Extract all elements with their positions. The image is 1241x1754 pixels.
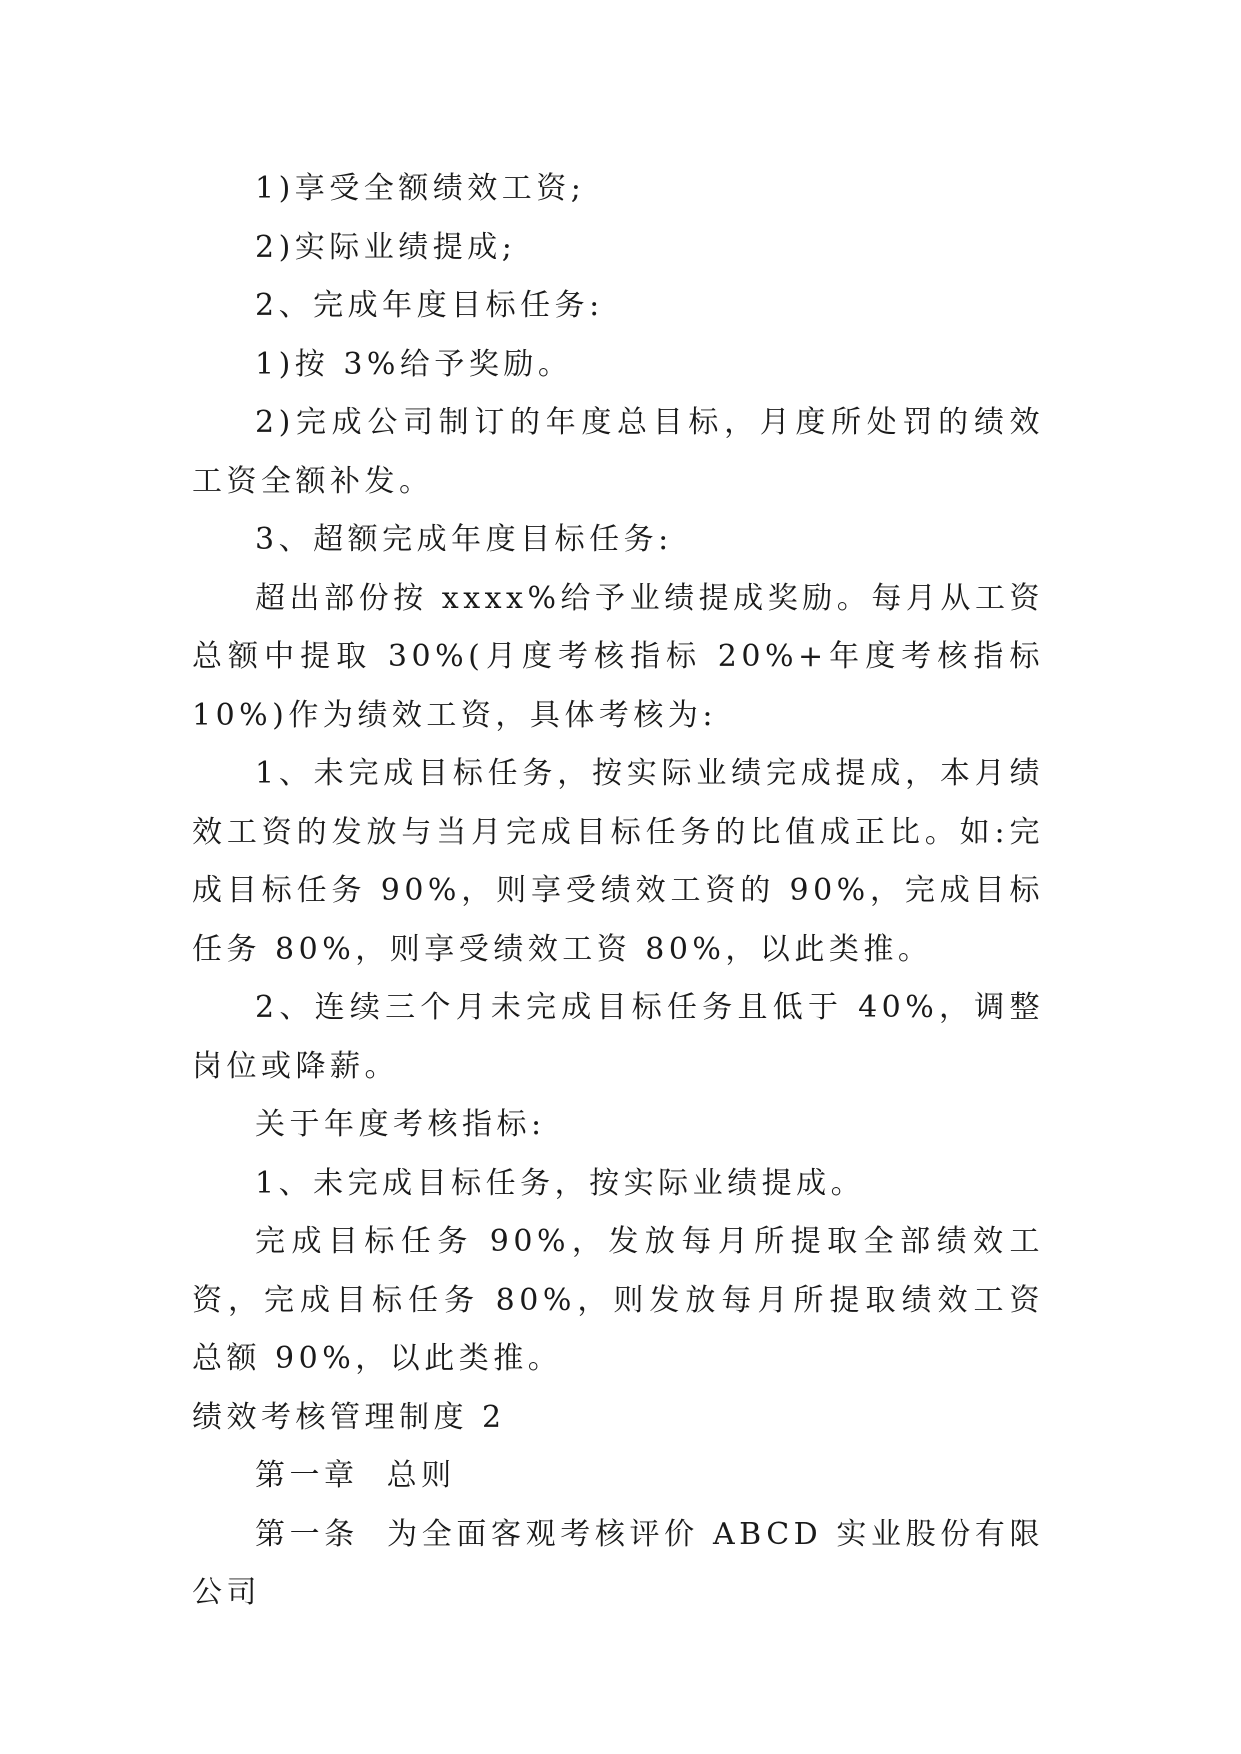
- paragraph-8: 1、未完成目标任务，按实际业绩完成提成，本月绩效工资的发放与当月完成目标任务的比值成正比。如:完成目标任务 90%，则享受绩效工资的 90%，完成目标任务 80%，则享受绩效工资 80%，以此类推。: [192, 756, 1044, 967]
- document-page: [192, 160, 1059, 1623]
- chapter-heading: 第一章 总则: [255, 1458, 456, 1493]
- paragraph-1: 1)享受全额绩效工资;: [255, 171, 586, 206]
- paragraph-9: 2、连续三个月未完成目标任务且低于 40%，调整岗位或降薪。: [192, 990, 1044, 1084]
- section-heading: 绩效考核管理制度 2: [192, 1399, 506, 1435]
- paragraph-3: 2、完成年度目标任务:: [255, 288, 604, 323]
- paragraph-2: 2)实际业绩提成;: [255, 229, 517, 265]
- paragraph-7: 超出部份按 xxxx%给予业绩提成奖励。每月从工资总额中提取 30%(月度考核指标 20%+年度考核指标 10%)作为绩效工资，具体考核为:: [192, 580, 1059, 733]
- paragraph-5: 2)完成公司制订的年度总目标，月度所处罚的绩效工资全额补发。: [192, 405, 1044, 499]
- paragraph-11: 1、未完成目标任务，按实际业绩提成。: [255, 1165, 866, 1201]
- paragraph-12: 完成目标任务 90%，发放每月所提取全部绩效工资，完成目标任务 80%，则发放每月所提取绩效工资总额 90%，以此类推。: [192, 1224, 1044, 1376]
- paragraph-10: 关于年度考核指标:: [255, 1107, 546, 1142]
- paragraph-4: 1)按 3%给予奖励。: [255, 346, 573, 382]
- paragraph-6: 3、超额完成年度目标任务:: [255, 522, 673, 557]
- article-1: 第一条 为全面客观考核评价 ABCD 实业股份有限公司: [192, 1516, 1044, 1610]
